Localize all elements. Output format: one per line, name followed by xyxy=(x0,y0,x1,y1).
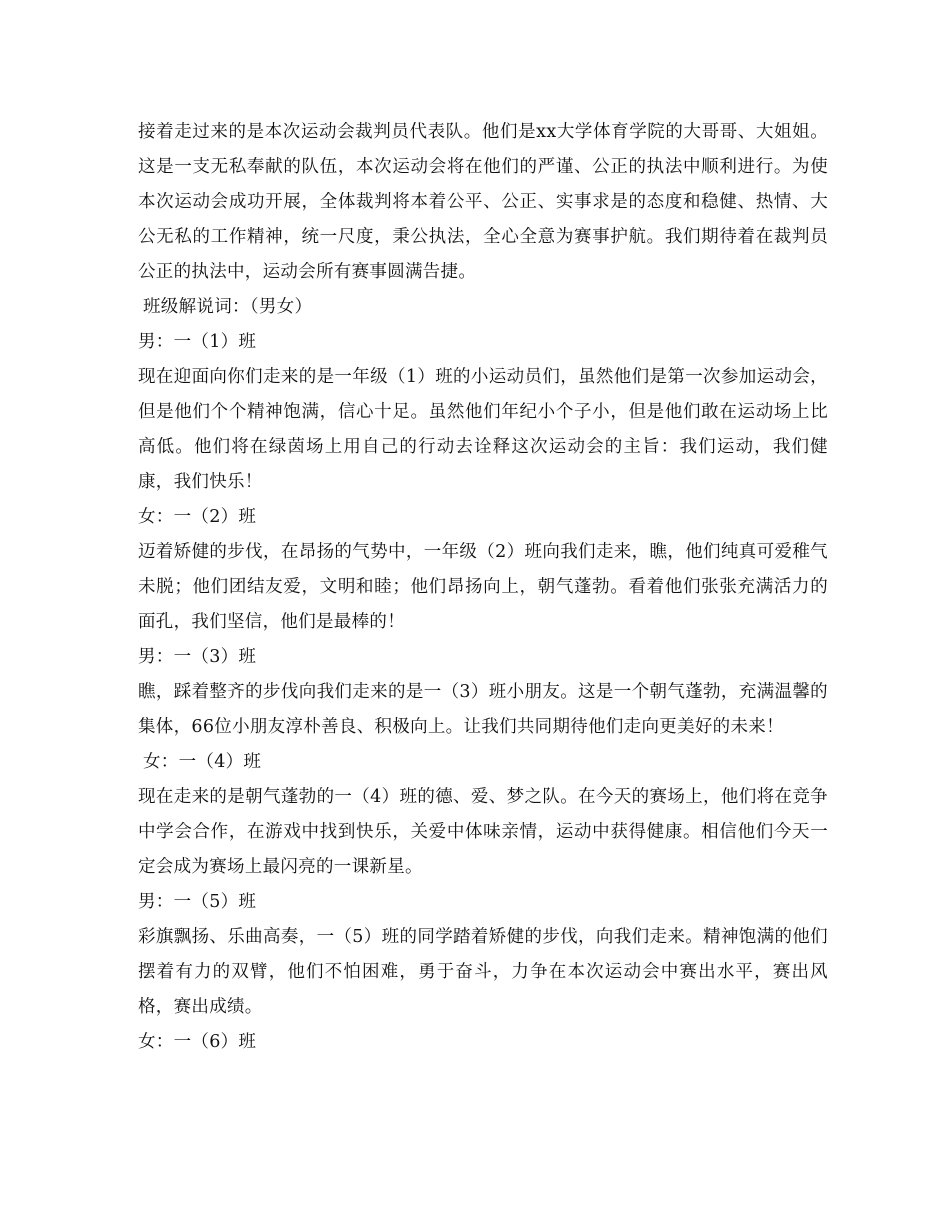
speaker-line-class-1-5: 男：一（5）班 xyxy=(138,892,257,912)
paragraph-referee-team: 接着走过来的是本次运动会裁判员代表队。他们是xx大学体育学院的大哥哥、大姐姐。这是一支无私奉献的队伍，本次运动会将在他们的严谨、公正的执法中顺利进行。为使本次运动会成功开展，全体裁判将本着公平、公正、实事求是的态度和稳健、热情、大公无私的工作精神，统一尺度，秉公执法，全心全意为赛事护航。我们期待着在裁判员公正的执法中，运动会所有赛事圆满告捷。 xyxy=(138,122,828,282)
paragraph-class-1-3: 瞧，踩着整齐的步伐向我们走来的是一（3）班小朋友。这是一个朝气蓬勃，充满温馨的集体，66位小朋友淳朴善良、积极向上。让我们共同期待他们走向更美好的未来！ xyxy=(138,682,828,737)
section-heading-class-commentary: 班级解说词：（男女） xyxy=(143,297,313,317)
speaker-line-class-1-4: 女：一（4）班 xyxy=(143,752,262,772)
speaker-line-class-1-2: 女：一（2）班 xyxy=(138,507,257,527)
paragraph-class-1-2: 迈着矫健的步伐，在昂扬的气势中，一年级（2）班向我们走来，瞧，他们纯真可爱稚气未脱；他们团结友爱，文明和睦；他们昂扬向上，朝气蓬勃。看着他们张张充满活力的面孔，我们坚信，他们是最棒的！ xyxy=(138,542,828,632)
speaker-line-class-1-3: 男：一（3）班 xyxy=(138,647,257,667)
document-body xyxy=(138,115,828,1060)
paragraph-class-1-5: 彩旗飘扬、乐曲高奏，一（5）班的同学踏着矫健的步伐，向我们走来。精神饱满的他们摆着有力的双臂，他们不怕困难，勇于奋斗，力争在本次运动会中赛出水平，赛出风格，赛出成绩。 xyxy=(138,927,828,1017)
speaker-line-class-1-1: 男：一（1）班 xyxy=(138,332,257,352)
paragraph-class-1-1: 现在迎面向你们走来的是一年级（1）班的小运动员们，虽然他们是第一次参加运动会，但是他们个个精神饱满，信心十足。虽然他们年纪小个子小，但是他们敢在运动场上比高低。他们将在绿茵场上用自己的行动去诠释这次运动会的主旨：我们运动，我们健康，我们快乐！ xyxy=(138,367,828,492)
paragraph-class-1-4: 现在走来的是朝气蓬勃的一（4）班的德、爱、梦之队。在今天的赛场上，他们将在竞争中学会合作，在游戏中找到快乐，关爱中体味亲情，运动中获得健康。相信他们今天一定会成为赛场上最闪亮的一课新星。 xyxy=(138,787,828,877)
speaker-line-class-1-6: 女：一（6）班 xyxy=(138,1032,257,1052)
